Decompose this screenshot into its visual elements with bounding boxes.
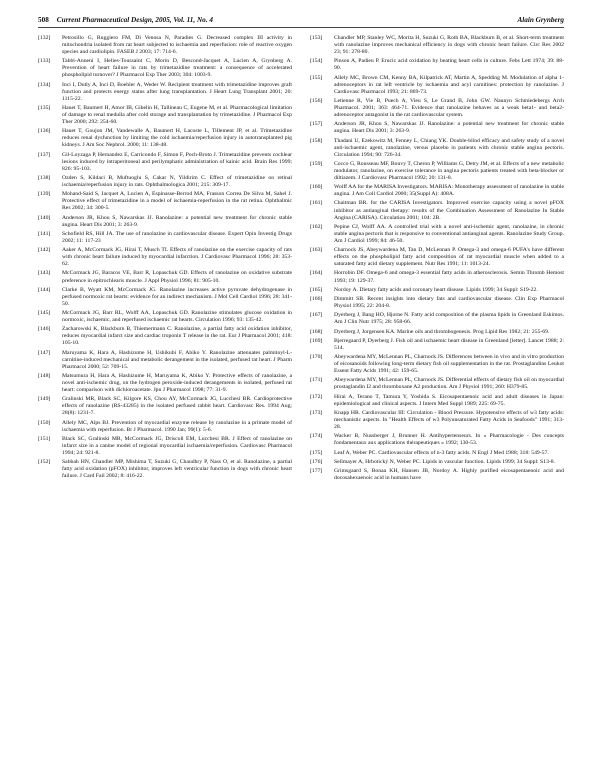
reference-entry xyxy=(38,247,292,268)
reference-entry xyxy=(310,247,564,268)
header-left xyxy=(38,16,213,24)
reference-text: Letienne R, Vie B, Puech A, Vieu S, Le Grand B, John GW. Naunyn Schmiedebergs Arch Pharmacol. 2001; 363: 464-71. Evidence that ranolazine behaves as a weak beta1- and beta2-adrenoceptor antagonist in the rat cardiovascular system. xyxy=(334,97,564,119)
reference-entry xyxy=(310,354,564,375)
reference-number: [149] xyxy=(38,396,51,403)
reference-entry xyxy=(38,35,292,56)
reference-entry xyxy=(38,459,292,480)
reference-number: [141] xyxy=(38,230,51,237)
reference-number: [153] xyxy=(310,35,323,41)
reference-entry xyxy=(310,200,564,221)
reference-entry xyxy=(310,329,564,336)
reference-text: Sellmayer A, Hrbotický N, Weber PC. Lipids in vascular function. Lipids 1999; 34 Suppl: S13-8. xyxy=(334,458,556,465)
reference-text: Abeywardena MY, McLennan PL, Charnock JS. Differences between in vivo and in vitro production of eicosanoids following long-term dietary fish oil supplementation in the rat. Prostaglandins Leukot Essent Fatty Acids 1991; 42: 159-65. xyxy=(334,354,564,375)
reference-entry xyxy=(38,175,292,189)
reference-number: [135] xyxy=(38,104,51,111)
reference-number: [174] xyxy=(310,433,323,440)
reference-entry xyxy=(310,287,564,294)
reference-number: [164] xyxy=(310,270,323,277)
journal-citation: Current Pharmaceutical Design, 2005, Vol. 11, No. 4 xyxy=(56,16,213,24)
reference-text: Maruyama K, Hara A, Hashizume H, Ushikubi F, Abiko Y. Ranolazine attenuates palmitoyl-L-carnitine-induced mechanical and metabolic derangement in the isolated, perfused rat heart. J Pharm Pharmacol 2000; 52: 709-15. xyxy=(62,349,292,370)
reference-entry xyxy=(310,468,564,482)
reference-entry xyxy=(38,436,292,457)
reference-entry xyxy=(38,128,292,149)
reference-text: McCormack JG, Barr RL, Wolff AA, Lopaschuk GD. Ranolazine stimulates glucose oxidation in normoxic, ischaemic, and reperfused ischaemic rat hearts. Circulation 1996; 93: 135-42. xyxy=(62,310,292,324)
reference-text: Matsumura H, Hara A, Hashizume H, Maruyama K, Abiko Y. Protective effects of ranolazine, a novel anti-ischemic drug, on the hydrogen peroxide-induced derangements in isolated, perfused rat heart: comparison with dichloroacetate. Jpn J Pharmacol 1998; 77: 31-9. xyxy=(62,373,292,394)
reference-number: [166] xyxy=(310,295,323,302)
reference-text: Anderson JR, Khou S, Nawarskas JJ. Ranolazine: a potential new treatment for chronic stable angina. Heart Dis 2001; 3: 263-9. xyxy=(334,121,564,135)
reference-number: [136] xyxy=(38,128,51,135)
reference-text: Aaker A, McCormack JG, Hirai T, Musch TI. Effects of ranolazine on the exercise capacity of rats with chronic heart failure induced by myocardial infarction. J Cardiovasc Pharmacol 1996; 28: 353-62. xyxy=(62,247,292,268)
reference-number: [159] xyxy=(310,160,323,167)
reference-text: Thadani U, Ezekowitz M, Fenney L, Chiang YK. Double-blind efficacy and safety study of a novel anti-ischaemic agent, ranolazine, versus placebo in patients with chronic stable angina pectoris. Circulation 1994; 90: 726-34. xyxy=(334,137,564,158)
reference-number: [161] xyxy=(310,200,323,207)
reference-number: [134] xyxy=(38,81,51,88)
reference-number: [157] xyxy=(310,121,323,128)
reference-text: Dyerberg J, Bang HO, Hjorne N. Fatty acid composition of the plasma lipids in Greenland Eskimos. Am J Clin Nutr 1975; 28: 958-66. xyxy=(334,312,564,326)
reference-entry xyxy=(310,377,564,391)
reference-text: Chandler MP, Stanley WC, Morita H, Suzuki G, Roth BA, Blackburn B, et al. Short-term treatment with ranolazine improves mechanical efficiency in dogs with chronic heart failure. Circ Res 2002 23; 91: 278-80. xyxy=(334,35,564,56)
reference-text: Hauet T, Baumert H, Amor IB, Gibelin H, Tallineau C, Eugene M, et al. Pharmacological limitation of damage to renal medulla after cold storage and transplantation by trimetazidine. J Pharmacol Exp Ther 2000; 292: 254-60. xyxy=(62,104,292,126)
reference-text: Zacharowski K, Blackburn B, Thiemermann C. Ranolazine, a partial fatty acid oxidation inhibitor, reduces myocardial infarct size and cardiac troponin T release in the rat. Eur J Pharmacol 2001; 418: 105-10. xyxy=(62,326,292,347)
reference-text: Schofield RS, Hill JA. The use of ranolazine in cardiovascular disease. Expert Opin Investig Drugs 2002; 11: 117-23 xyxy=(62,230,292,244)
reference-entry xyxy=(310,450,564,457)
reference-entry xyxy=(38,231,292,245)
author-name: Alain Grynberg xyxy=(517,16,564,24)
reference-entry xyxy=(38,152,292,173)
reference-column-right xyxy=(310,35,564,484)
reference-text: Wacker B, Nussberger J, Brunner H. Antihypertenseurs. In « Pharmacologie - Des concepts fondamentaux aux applications thérapeutiques » 1992; 130-53. xyxy=(334,433,564,447)
reference-entry xyxy=(310,184,564,198)
reference-entry xyxy=(38,270,292,284)
reference-entry xyxy=(38,82,292,103)
reference-number: [133] xyxy=(38,58,51,65)
running-header xyxy=(38,16,564,28)
reference-entry xyxy=(310,270,564,284)
reference-text: McCormack JG, Baracos VE, Barr R, Lopaschuk GD. Effects of ranolazine on oxidative substrate preference in epitrochlearis muscle. J Appl Physiol 1996; 81: 905-10. xyxy=(62,270,292,284)
reference-number: [143] xyxy=(38,270,51,277)
reference-entry xyxy=(38,326,292,347)
reference-entry xyxy=(38,105,292,126)
reference-entry xyxy=(310,459,564,466)
reference-number: [173] xyxy=(310,409,323,416)
reference-entry xyxy=(310,312,564,326)
reference-number: [145] xyxy=(38,310,51,317)
reference-number: [146] xyxy=(38,326,51,333)
reference-entry xyxy=(310,224,564,245)
reference-number: [171] xyxy=(310,377,323,384)
reference-number: [138] xyxy=(38,174,51,181)
reference-text: Anderson JR, Khou S, Nawarskas JJ. Ranolazine: a potential new treatment for chronic stable angina. Heart Dis 2001; 3: 263-9. xyxy=(62,214,292,228)
reference-number: [155] xyxy=(310,74,323,81)
reference-number: [137] xyxy=(38,151,51,158)
reference-number: [176] xyxy=(310,458,323,465)
reference-entry xyxy=(38,396,292,417)
page-number: 508 xyxy=(38,16,49,24)
reference-text: Wolff AA for the MARISA Investigators. MARISA: Monotherapy assessment of ranolazine in stable angina. J Am Coll Cardiol 2000; 35(Suppl A): 408A. xyxy=(334,184,564,198)
reference-text: Mohand-Said S, Jacquet A, Lucien A, Espinasse-Berrod MA, Frasson Correa De Silva M, Sahel J. Protective effect of trimetazidine in a model of ischaemia-reperfusion in the rat retina. Ophthalmic Res 2002; 34: 300-5. xyxy=(62,191,292,212)
reference-number: [147] xyxy=(38,349,51,356)
reference-number: [158] xyxy=(310,137,323,144)
reference-entry xyxy=(310,138,564,159)
reference-entry xyxy=(38,287,292,308)
reference-number: [144] xyxy=(38,286,51,293)
reference-text: Allely MC, Alps BJ. Prevention of myocardial enzyme release by ranolazine in a primate model of ischaemia with reperfusion. Br J Pharmacol. 1990 Jan; 99(1): 5-6. xyxy=(62,419,292,433)
reference-text: Petrosillo G, Ruggiero FM, Di Venosa N, Paradies G. Decreased complex III activity in mitochondria isolated from rat heart subjected to ischaemia and reperfusion: role of reactive oxygen species and cardiolipin. FASEB J 2003; 17: 714-6. xyxy=(62,35,292,56)
reference-text: Black SC, Gralinski MR, McCormack JG, Driscoll EM, Lucchesi BR. J Effect of ranolazine on infarct size in a canine model of regional myocardial ischaemia/reperfusion. Cardiovasc Pharmacol 1994; 24: 921-8. xyxy=(62,435,292,457)
reference-entry xyxy=(310,394,564,408)
reference-entry xyxy=(38,350,292,371)
reference-number: [151] xyxy=(38,435,51,442)
reference-entry xyxy=(310,98,564,119)
reference-entry xyxy=(310,410,564,431)
reference-number: [170] xyxy=(310,354,323,361)
reference-entry xyxy=(310,161,564,182)
reference-text: Hauet T, Goujon JM, Vandewalle A, Baumert H, Lacoste L, Tillement JP, et al. Trimetazidine reduces renal dysfunction by limiting the cold ischaemia/reperfusion injury in autotransplanted pig kidneys. J Am Soc Nephrol. 2000; 11: 138-48. xyxy=(62,128,292,149)
reference-text: Tabbi-Anneni I, Helies-Toussaint C, Morin D, Bescond-Jacquet A, Lucien A, Grynberg A. Prevention of heart failure in rats by trimetazidine treatment: a consequence of accelerated phospholipid turnover? J Pharmacol Exp Ther 2003; 304: 1003-9. xyxy=(62,58,292,79)
reference-text: Leaf A, Weber PC. Cardiovascular effects of n-3 fatty acids. N Engl J Med 1988; 318: 549-57. xyxy=(334,449,549,456)
reference-entry xyxy=(310,296,564,310)
reference-text: Nordoy A. Dietary fatty acids and coronary heart disease. Lipids 1999; 34 Suppl: S19-22. xyxy=(334,286,538,293)
reference-number: [169] xyxy=(310,337,323,344)
reference-text: Pepine CJ, Wolff AA. A controlled trial with a novel anti-ischemic agent, ranolazine, in chronic stable angina pectoris that is responsive to conventional antianginal agents. Ranolazine Study Group. Am J Cardiol 1999; 84: 46-50. xyxy=(334,223,564,244)
reference-entry xyxy=(38,420,292,434)
reference-text: Chaitman BR. for the CARISA Investigators. Improved exercise capacity using a novel pFOX inhibitor as antianginal therapy: results of the Combination Assessment of Ranolazine In Stable Angina (CARISA). Circulation 2001; 104: 2B. xyxy=(334,200,564,221)
reference-number: [172] xyxy=(310,393,323,400)
reference-number: [162] xyxy=(310,223,323,230)
reference-number: [160] xyxy=(310,184,323,191)
reference-text: Pinson A, Padieu P. Erucic acid oxidation by beating heart cells in culture. Febs Lett 1974; 39: 88-90. xyxy=(334,58,564,72)
reference-text: Gralinski MR, Black SC, Kilgore KS, Chou AY, McCormack JG, Lucchesi BR. Cardioprotective effects of ranolazine (RS-43285) in the isolated perfused rabbit heart. Cardiovasc Res. 1994 Aug; 28(8): 1231-7. xyxy=(62,396,292,417)
reference-number: [154] xyxy=(310,58,323,65)
reference-number: [165] xyxy=(310,286,323,293)
reference-entry xyxy=(38,373,292,394)
reference-text: Gil-Loyzaga P, Hernandez E, Carricondo F, Simon F, Poch-Broto J. Trimetazidine prevents cochlear lesions induced by intraperitoneal and perilymphatic administration of kainic acid. Brain Res 1999; 826: 95-103. xyxy=(62,151,292,172)
reference-text: Charnock JS, Abeywardena M, Tan D, McLennan P. Omega-3 and omega-6 PUFA's have different effects on the phospholipid fatty acid composition of rat myocardial muscle when added to a saturated fatty acid dietary supplement. Nutr Res 1991; 11: 1013-24. xyxy=(334,247,564,268)
reference-entry xyxy=(38,58,292,79)
reference-text: Cocco G, Rousseau MF, Bouvy T, Cheron P, Williams G, Detry JM, et al. Effects of a new metabolic modulator, ranolazine, on exercise tolerance in angina pectoris patients treated with beta-blocker or diltiazem. J Cardiovasc Pharmacol 1992; 20: 131-8. xyxy=(334,160,564,181)
reference-number: [139] xyxy=(38,191,51,198)
reference-text: Knapp HR. Cardiovascular III: Circulation - Blood Pressure. Hypotensive effects of w3 fatty acids: mechanistic aspects. In "Health Effects of w3 Polyunsaturated Fatty Acids in Seafoods" 1991; 313-28. xyxy=(334,409,564,431)
reference-number: [156] xyxy=(310,97,323,104)
reference-number: [142] xyxy=(38,247,51,254)
reference-text: Bjerregaard P, Dyerberg J. Fish oil and ischaemic heart disease in Greenland [letter]. Lancet 1988; 2: 514. xyxy=(334,337,564,351)
reference-text: Sabbah HN, Chandler MP, Mishima T, Suzuki G, Chaudhry P, Nass O, et al. Ranolazine, a partial fatty acid oxidation (pFOX) inhibitor, improves left ventricular function in dogs with chronic heart failure. J Card Fail 2002; 8: 416-22. xyxy=(62,459,292,480)
reference-number: [150] xyxy=(38,419,51,426)
reference-columns xyxy=(38,35,564,484)
reference-number: [177] xyxy=(310,468,323,475)
reference-text: Ozden S, Kildaci B, Muftuoglu S, Cakar N, Yildirim C. Effect of trimetazidine on retinal ischaemia/reperfusion injury in rats. Ophthalmologica 2001; 215: 309-17. xyxy=(62,174,292,189)
reference-text: Clarke B, Wyatt KM, McCormack JG. Ranolazine increases active pyruvate dehydrogenase in perfused normoxic rat hearts: evidence for an indirect mechanism. J Mol Cell Cardiol 1996; 28: 341-50. xyxy=(62,286,292,307)
reference-entry xyxy=(310,433,564,447)
reference-number: [148] xyxy=(38,373,51,380)
reference-number: [167] xyxy=(310,312,323,319)
reference-number: [140] xyxy=(38,214,51,221)
reference-text: Allely MC, Brown CM, Kenny BA, Kilpatrick AT, Martin A, Spedding M. Modulation of alpha 1-adrenoceptors in rat left ventricle by ischaemia and acyl carnitines: protection by ranolazine. J Cardiovasc Pharmacol 1993; 21: 869-73. xyxy=(334,74,564,95)
reference-number: [175] xyxy=(310,449,323,456)
reference-number: [163] xyxy=(310,247,323,254)
reference-text: Inci I, Dutly A, Inci D, Boehler A, Weder W. Recipient treatment with trimetazidine improves graft function and protects energy status after lung transplantation. J Heart Lung Transplant 2001; 20: 1115-22. xyxy=(62,81,292,102)
reference-text: Hirai A, Terano T, Tamura Y, Yoshida S. Eicosapentaenoic acid and adult diseases in Japan: epidemiological and clinical aspects. J Intern Med Suppl 1989; 225: 69-75. xyxy=(334,393,564,407)
reference-text: Dimmitt SB. Recent insights into dietary fats and cardiovascular disease. Clin Exp Pharmacol Physiol 1995; 22: 204-8. xyxy=(334,295,564,310)
reference-text: Horrobin DF. Omega-6 and omega-3 essential fatty acids in atherosclerosis. Semin Thromb Hemost 1993; 19: 129-37. xyxy=(334,270,564,284)
reference-entry xyxy=(310,75,564,96)
reference-entry xyxy=(310,58,564,72)
reference-number: [152] xyxy=(38,459,51,466)
reference-entry xyxy=(310,121,564,135)
reference-entry xyxy=(310,338,564,352)
reference-column-left xyxy=(38,35,292,484)
reference-text: Abeywardena MY, McLennan PL, Charnock JS. Differential effects of dietary fish oil on myocardial prostaglandin I2 and thromboxane A2 production. Am J Physiol 1991; 260: H379-85. xyxy=(334,377,564,391)
reference-entry xyxy=(38,215,292,229)
reference-entry xyxy=(310,35,564,56)
reference-text: Grimsgaard S, Bonaa KH, Hansen JB, Nordoy A. Highly purified eicosapentaenoic acid and docosahexaenoic acid in humans have xyxy=(334,468,564,482)
reference-text: Dyerberg J, Jorgensen KA. Marine oils and thrombogenesis. Prog Lipid Res 1982; 21: 255-69. xyxy=(334,328,550,335)
reference-entry xyxy=(38,310,292,324)
reference-number: [132] xyxy=(38,35,51,41)
reference-entry xyxy=(38,191,292,212)
reference-number: [168] xyxy=(310,328,323,335)
